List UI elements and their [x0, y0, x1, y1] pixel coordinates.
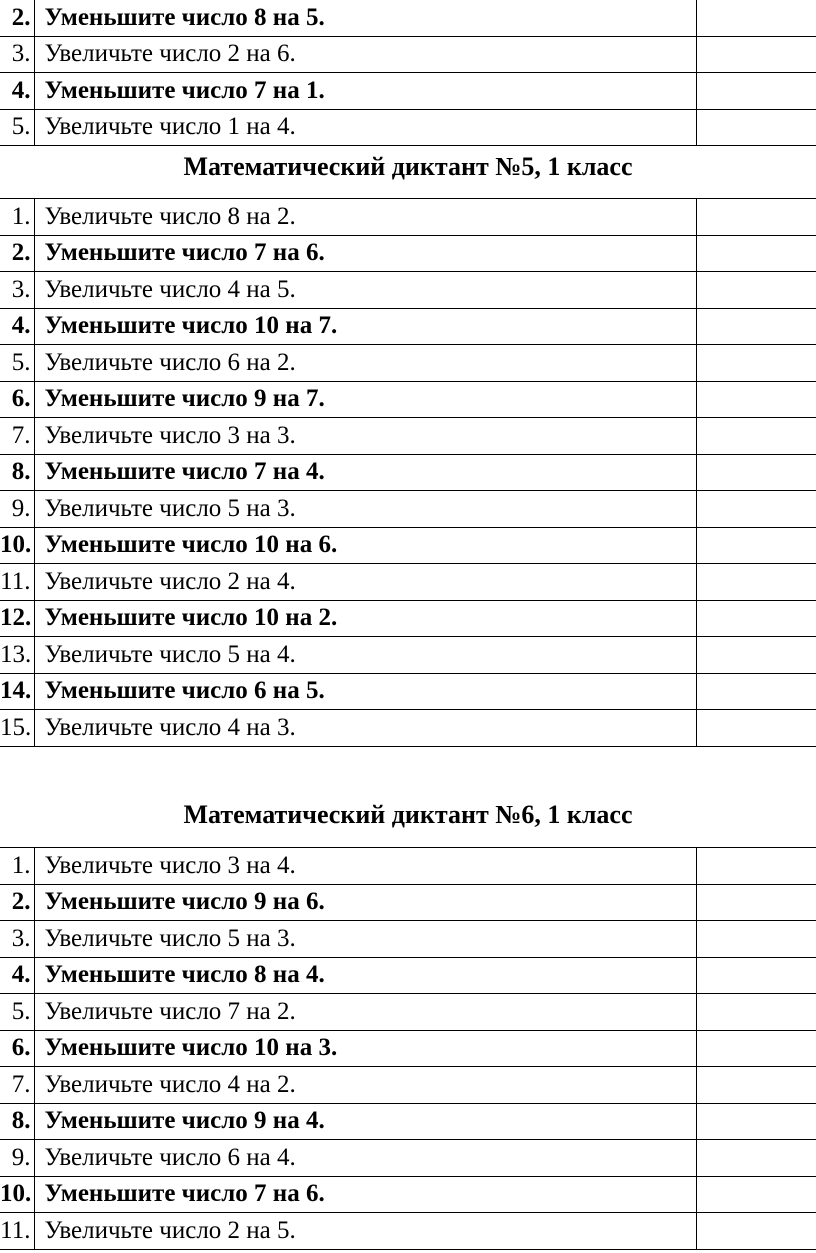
task-text: Уменьшите число 9 на 6.	[34, 884, 696, 921]
task-text: Уменьшите число 9 на 7.	[34, 381, 696, 418]
answer-cell[interactable]	[696, 1067, 816, 1104]
task-text: Увеличьте число 1 на 4.	[34, 109, 696, 146]
answer-cell[interactable]	[696, 1176, 816, 1213]
task-text: Увеличьте число 6 на 4.	[34, 1140, 696, 1177]
task-text: Уменьшите число 10 на 6.	[34, 527, 696, 564]
task-number: 14.	[0, 673, 34, 710]
answer-cell[interactable]	[696, 272, 816, 309]
task-number: 9.	[0, 1140, 34, 1177]
task-number: 3.	[0, 36, 34, 73]
task-number: 7.	[0, 418, 34, 455]
task-text: Уменьшите число 10 на 7.	[34, 308, 696, 345]
task-number: 1.	[0, 199, 34, 236]
task-number: 5.	[0, 109, 34, 146]
answer-cell[interactable]	[696, 673, 816, 710]
task-row	[0, 36, 816, 73]
task-number: 12.	[0, 600, 34, 637]
task-number: 6.	[0, 381, 34, 418]
task-text: Уменьшите число 8 на 4.	[34, 957, 696, 994]
answer-cell[interactable]	[696, 199, 816, 236]
task-number: 2.	[0, 235, 34, 272]
task-number: 10.	[0, 527, 34, 564]
task-number: 13.	[0, 637, 34, 674]
task-row	[0, 109, 816, 146]
task-number: 6.	[0, 1030, 34, 1067]
answer-cell[interactable]	[696, 73, 816, 110]
task-row	[0, 1067, 816, 1104]
answer-cell[interactable]	[696, 710, 816, 747]
task-text: Уменьшите число 7 на 4.	[34, 454, 696, 491]
task-text: Увеличьте число 3 на 4.	[34, 848, 696, 885]
task-text: Увеличьте число 6 на 2.	[34, 345, 696, 382]
task-number: 2.	[0, 884, 34, 921]
task-number: 5.	[0, 994, 34, 1031]
answer-cell[interactable]	[696, 564, 816, 601]
task-text: Увеличьте число 4 на 2.	[34, 1067, 696, 1104]
task-row	[0, 957, 816, 994]
answer-cell[interactable]	[696, 1030, 816, 1067]
task-row	[0, 564, 816, 601]
task-number: 2.	[0, 0, 34, 36]
task-text: Уменьшите число 9 на 4.	[34, 1103, 696, 1140]
answer-cell[interactable]	[696, 1103, 816, 1140]
task-text: Уменьшите число 7 на 6.	[34, 1176, 696, 1213]
answer-cell[interactable]	[696, 921, 816, 958]
task-number: 4.	[0, 73, 34, 110]
task-row	[0, 1176, 816, 1213]
task-text: Уменьшите число 7 на 6.	[34, 235, 696, 272]
task-text: Увеличьте число 2 на 4.	[34, 564, 696, 601]
task-text: Увеличьте число 4 на 5.	[34, 272, 696, 309]
task-text: Увеличьте число 2 на 5.	[34, 1213, 696, 1250]
task-number: 3.	[0, 921, 34, 958]
task-text: Увеличьте число 7 на 2.	[34, 994, 696, 1031]
task-row	[0, 491, 816, 528]
task-row	[0, 994, 816, 1031]
task-text: Увеличьте число 3 на 3.	[34, 418, 696, 455]
task-row	[0, 1140, 816, 1177]
task-row	[0, 454, 816, 491]
task-number: 5.	[0, 345, 34, 382]
task-row	[0, 884, 816, 921]
task-number: 15.	[0, 710, 34, 747]
task-number: 7.	[0, 1067, 34, 1104]
task-row	[0, 1030, 816, 1067]
task-number: 9.	[0, 491, 34, 528]
task-row	[0, 418, 816, 455]
dictation-6-title: Математический диктант №6, 1 класс	[183, 800, 633, 829]
task-number: 4.	[0, 957, 34, 994]
task-number: 1.	[0, 848, 34, 885]
task-text: Уменьшите число 10 на 3.	[34, 1030, 696, 1067]
answer-cell[interactable]	[696, 109, 816, 146]
task-row	[0, 199, 816, 236]
answer-cell[interactable]	[696, 454, 816, 491]
answer-cell[interactable]	[696, 308, 816, 345]
task-number: 8.	[0, 454, 34, 491]
task-text: Уменьшите число 6 на 5.	[34, 673, 696, 710]
answer-cell[interactable]	[696, 235, 816, 272]
task-row	[0, 600, 816, 637]
answer-cell[interactable]	[696, 381, 816, 418]
answer-cell[interactable]	[696, 994, 816, 1031]
answer-cell[interactable]	[696, 345, 816, 382]
task-number: 11.	[0, 564, 34, 601]
answer-cell[interactable]	[696, 848, 816, 885]
task-row	[0, 673, 816, 710]
task-text: Увеличьте число 2 на 6.	[34, 36, 696, 73]
task-row	[0, 637, 816, 674]
answer-cell[interactable]	[696, 600, 816, 637]
task-row	[0, 1103, 816, 1140]
answer-cell[interactable]	[696, 527, 816, 564]
task-row	[0, 381, 816, 418]
task-row	[0, 0, 816, 36]
task-number: 10.	[0, 1176, 34, 1213]
dictation-5-title: Математический диктант №5, 1 класс	[183, 152, 633, 181]
task-row	[0, 308, 816, 345]
answer-cell[interactable]	[696, 957, 816, 994]
answer-cell[interactable]	[696, 1213, 816, 1250]
task-row	[0, 710, 816, 747]
dictation-5-table	[0, 198, 816, 747]
task-number: 4.	[0, 308, 34, 345]
answer-cell[interactable]	[696, 637, 816, 674]
task-row	[0, 345, 816, 382]
task-text: Увеличьте число 4 на 3.	[34, 710, 696, 747]
task-number: 8.	[0, 1103, 34, 1140]
task-row	[0, 848, 816, 885]
answer-cell[interactable]	[696, 491, 816, 528]
task-row	[0, 527, 816, 564]
dictation-table-continued	[0, 0, 816, 146]
task-row	[0, 921, 816, 958]
task-text: Уменьшите число 10 на 2.	[34, 600, 696, 637]
task-text: Увеличьте число 5 на 3.	[34, 921, 696, 958]
task-text: Уменьшите число 8 на 5.	[34, 0, 696, 36]
task-text: Увеличьте число 5 на 3.	[34, 491, 696, 528]
dictation-6-table	[0, 847, 816, 1250]
answer-cell[interactable]	[696, 884, 816, 921]
task-number: 3.	[0, 272, 34, 309]
task-row	[0, 73, 816, 110]
answer-cell[interactable]	[696, 1140, 816, 1177]
answer-cell[interactable]	[696, 36, 816, 73]
task-text: Уменьшите число 7 на 1.	[34, 73, 696, 110]
answer-cell[interactable]	[696, 418, 816, 455]
answer-cell[interactable]	[696, 0, 816, 36]
task-number: 11.	[0, 1213, 34, 1250]
task-text: Увеличьте число 8 на 2.	[34, 199, 696, 236]
task-row	[0, 272, 816, 309]
task-row	[0, 235, 816, 272]
task-text: Увеличьте число 5 на 4.	[34, 637, 696, 674]
task-row	[0, 1213, 816, 1250]
